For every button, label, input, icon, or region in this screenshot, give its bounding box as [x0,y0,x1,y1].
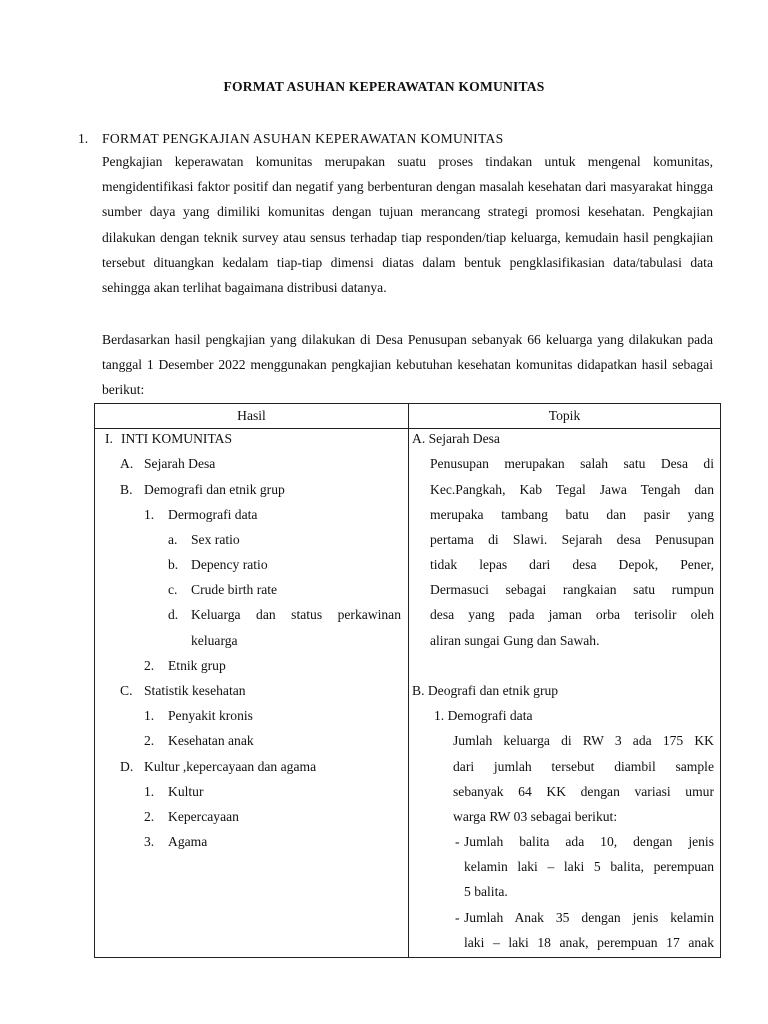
list-item: Kepercayaan [168,809,239,824]
list-marker: 2. [144,733,155,748]
document-title: FORMAT ASUHAN KEPERAWATAN KOMUNITAS [223,79,545,94]
topic-text-line: warga RW 03 sebagai berikut: [453,809,618,824]
header-topik: Topik [409,404,721,429]
list-marker: c. [168,582,178,597]
list-marker: 2. [144,809,155,824]
list-item: Sex ratio [191,532,240,547]
list-item: Penyakit kronis [168,708,253,723]
list-marker: A. [120,456,134,471]
list-item: Etnik grup [168,658,226,673]
list-item: Sejarah Desa [144,456,216,471]
list-item: Dermografi data [168,507,258,522]
topic-text-line: Penusupan merupakan salah satu Desa di [430,456,714,471]
topik-cell [409,429,721,958]
section-number: 1. [78,131,89,146]
topic-text-line: aliran sungai Gung dan Sawah. [430,633,600,648]
topic-subheading: 1. Demografi data [434,708,533,723]
list-marker: C. [120,683,133,698]
list-marker: d. [168,607,179,622]
topic-text-line: desa yang pada jaman orba terisolir oleh [430,607,714,622]
list-marker: a. [168,532,178,547]
bullet-dash: - [455,834,460,849]
list-item: Kultur ,kepercayaan dan agama [144,759,317,774]
list-item: Keluarga dan status perkawinan [191,607,401,622]
topic-text-line: Jumlah keluarga di RW 3 ada 175 KK [453,733,714,748]
results-paragraph: Berdasarkan hasil pengkajian yang dilakukan di Desa Penusupan sebanyak 66 keluarga yang dilakukan pada tanggal 1 Desember 2022 menggunakan pengkajian kebutuhan kesehatan komunitas didapatkan hasil sebagai berikut: [102,332,713,398]
header-hasil: Hasil [95,404,409,429]
list-marker: D. [120,759,134,774]
list-marker: 1. [144,507,155,522]
topic-heading-sejarah: A. Sejarah Desa [412,431,500,446]
topic-text-line: dari jumlah tersebut diambil sample [453,759,714,774]
list-item: Agama [168,834,208,849]
topic-heading-demografi: B. Deografi dan etnik grup [412,683,559,698]
list-item: Kultur [168,784,204,799]
hasil-cell [95,429,409,958]
bullet-text-line: 5 balita. [464,884,508,899]
list-marker: 1. [144,708,155,723]
list-item-continued: keluarga [191,633,238,648]
bullet-dash: - [455,910,460,925]
list-item: Demografi dan etnik grup [144,482,285,497]
topic-text-line: merupaka tambang batu dan pasir yang [430,507,714,522]
list-item: INTI KOMUNITAS [121,431,233,446]
bullet-text-line: Jumlah balita ada 10, dengan jenis [464,834,714,849]
list-item: Depency ratio [191,557,268,572]
topic-text-line: pertama di Slawi. Sejarah desa Penusupan [430,532,714,547]
topic-text-line: sebanyak 64 KK dengan variasi umur [453,784,714,799]
table-header-row [95,404,721,429]
bullet-text-line: Jumlah Anak 35 dengan jenis kelamin [464,910,714,925]
list-marker: 3. [144,834,155,849]
section-heading-text: FORMAT PENGKAJIAN ASUHAN KEPERAWATAN KOMUNITAS [102,131,504,146]
list-item: Statistik kesehatan [144,683,246,698]
intro-paragraph: Pengkajian keperawatan komunitas merupakan suatu proses tindakan untuk mengenal komunitas, mengidentifikasi faktor positif dan negatif yang berbenturan dengan masalah kesehatan dari masyarakat hingga sumber daya yang dimiliki komunitas dengan tujuan merancang strategi promosi kesehatan. Pengkajian dilakukan dengan teknik survey atau sensus terhadap tiap responden/tiap keluarga, kemudain hasil pengkajian tersebut dituangkan kedalam tiap-tiap dimensi diatas dalam bentuk pengklasifikasian data/tabulasi data sehingga akan terlihat bagaimana distribusi datanya. [102,154,713,296]
list-marker: B. [120,482,133,497]
topic-text-line: tidak lepas dari desa Depok, Pener, [430,557,714,572]
bullet-text-line: laki – laki 18 anak, perempuan 17 anak [464,935,714,950]
list-item: Crude birth rate [191,582,278,597]
table-body-row [95,429,721,958]
list-marker: 1. [144,784,155,799]
topic-text-line: Dermasuci sebagai rangkaian satu rumpun [430,582,714,597]
list-marker: 2. [144,658,155,673]
bullet-text-line: kelamin laki – laki 5 balita, perempuan [464,859,714,874]
list-marker: b. [168,557,179,572]
assessment-table [94,403,721,958]
list-marker: I. [105,431,113,446]
topic-text-line: Kec.Pangkah, Kab Tegal Jawa Tengah dan [430,482,714,497]
list-item: Kesehatan anak [168,733,254,748]
